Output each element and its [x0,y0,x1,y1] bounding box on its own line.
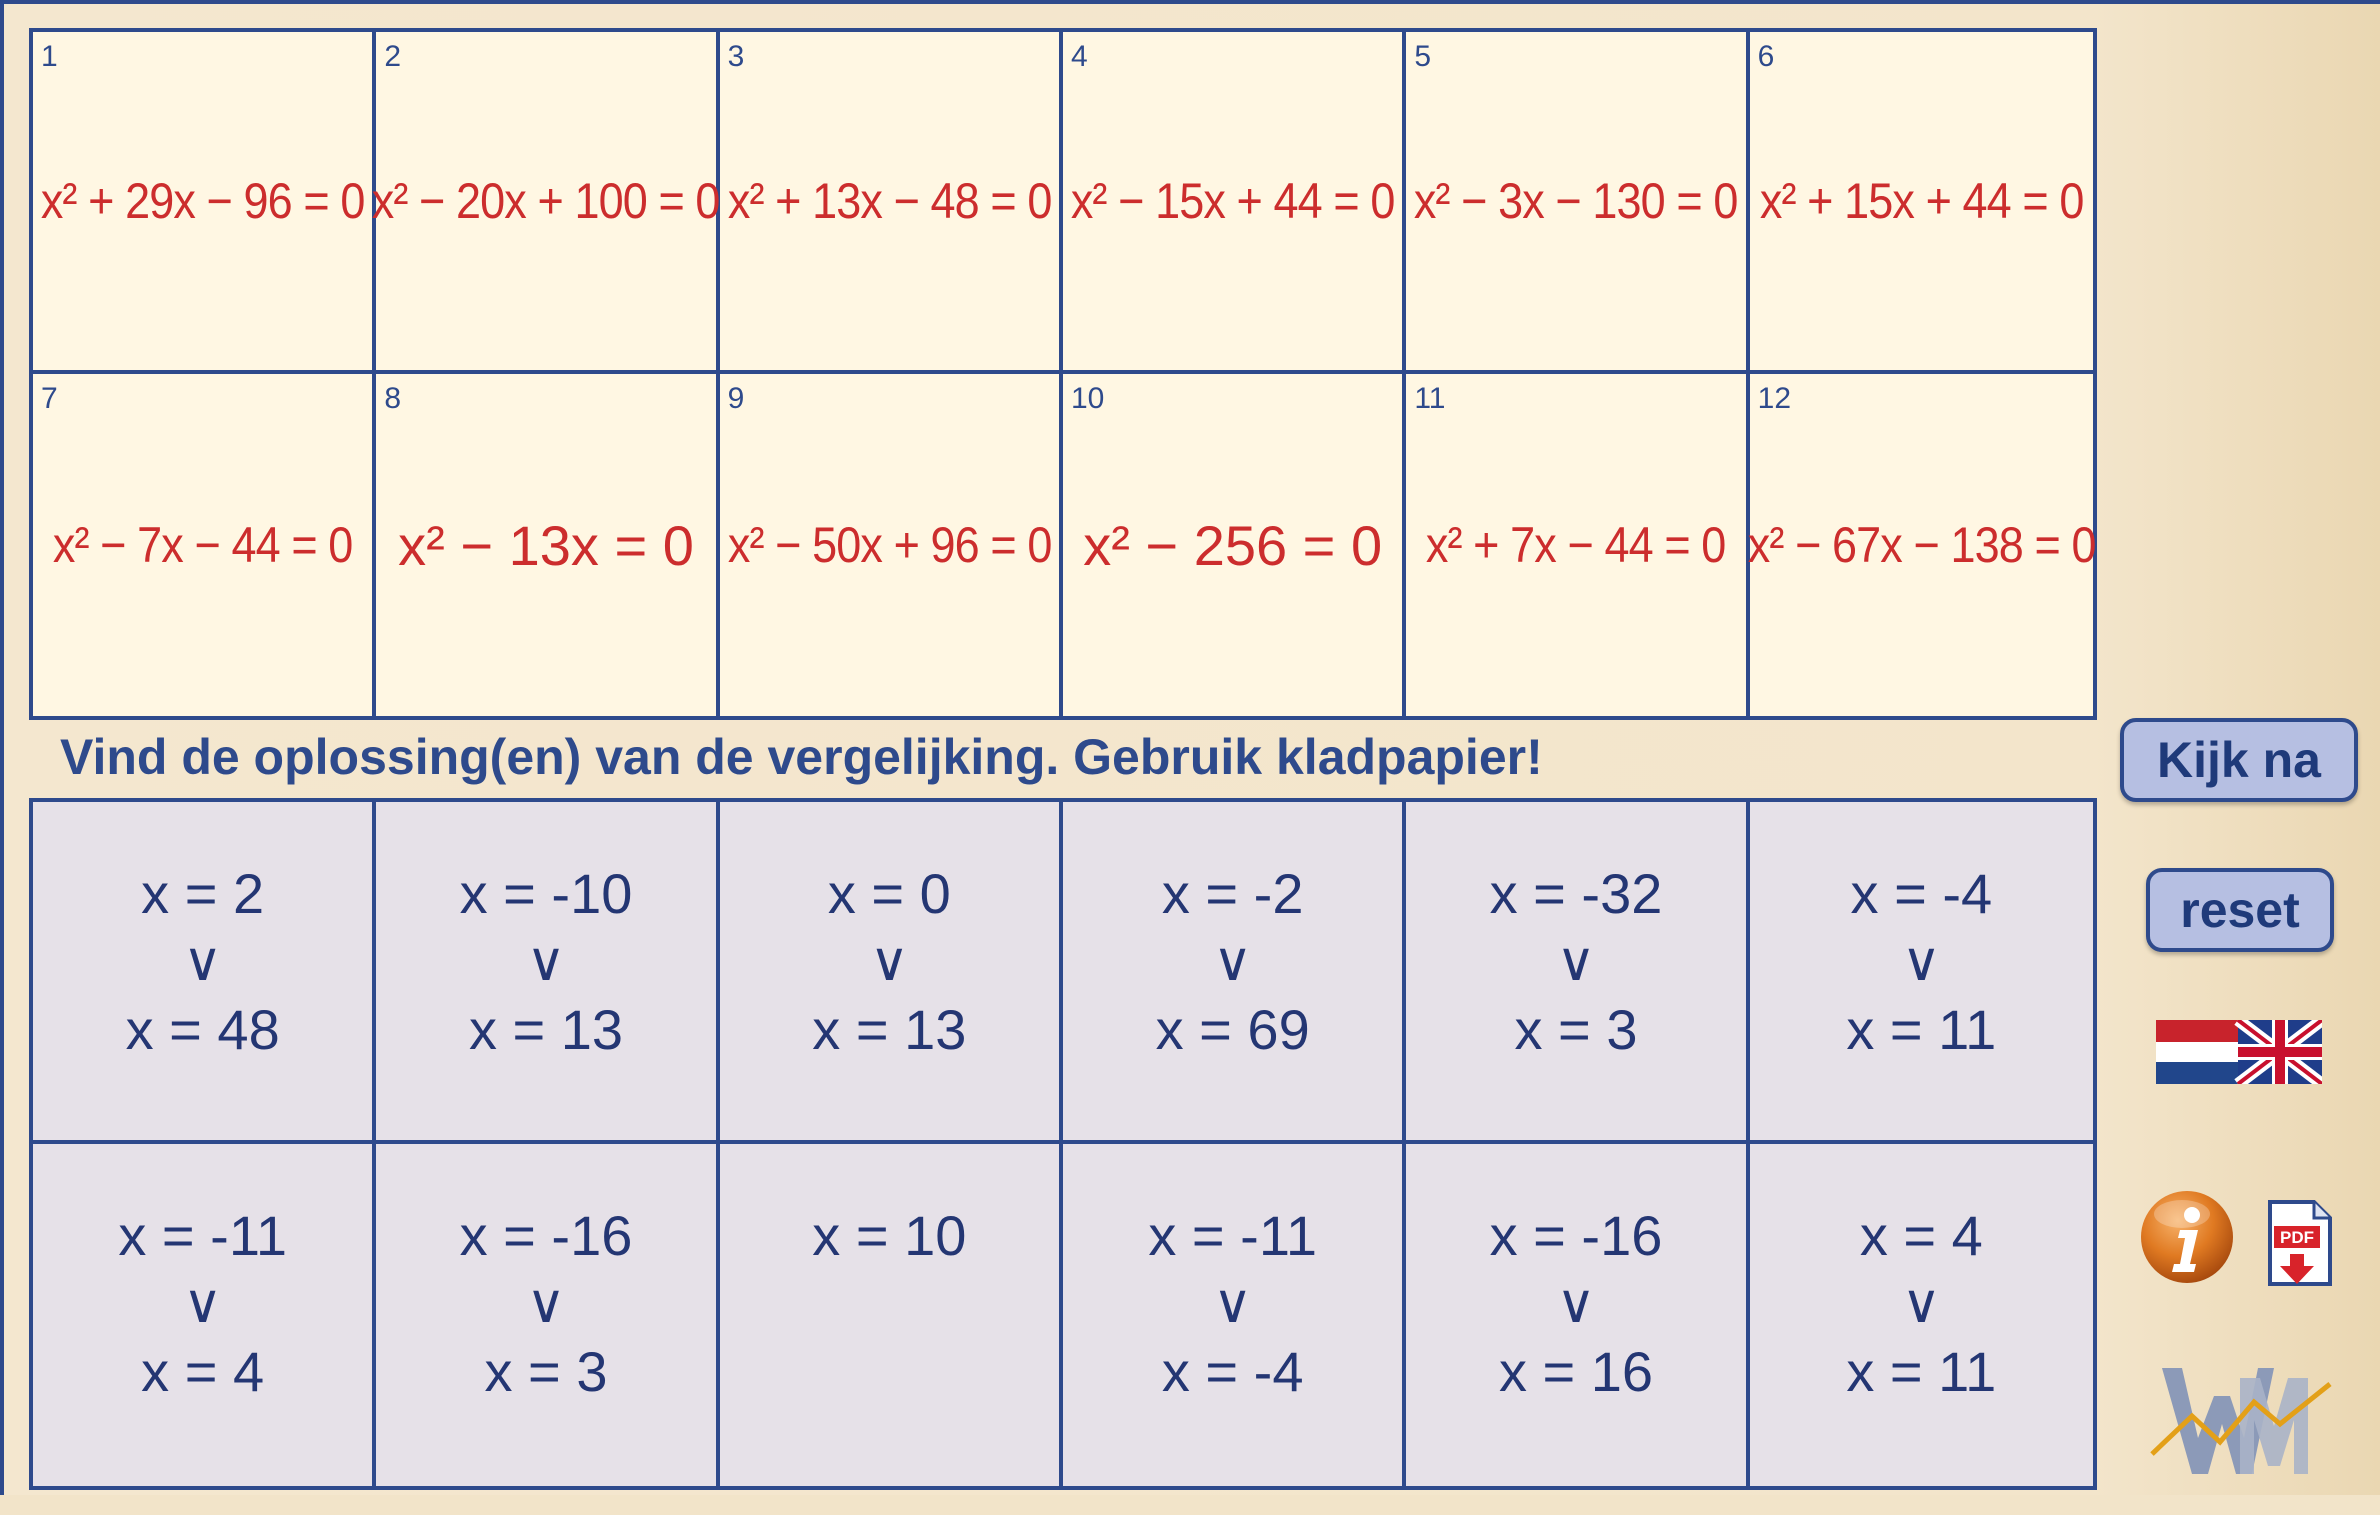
answer-line-2: x = 48 [125,998,280,1061]
answer-line-2: x = 3 [484,1340,608,1403]
or-symbol: ∨ [526,932,566,992]
equation-card[interactable] [372,32,720,374]
reset-button[interactable]: reset [2146,868,2334,952]
equation-card[interactable] [720,32,1063,374]
card-number: 7 [41,382,58,415]
or-symbol: ∨ [1901,1274,1942,1334]
answer-card[interactable] [1406,1144,1749,1486]
or-symbol: ∨ [1556,932,1596,992]
card-number: 1 [41,40,58,73]
card-number: 3 [727,40,745,73]
card-number: 2 [384,40,402,73]
answer-line-1: x = 10 [812,1204,967,1267]
answer-card[interactable] [376,802,719,1144]
answer-line-1: x = 2 [141,862,265,925]
answer-card[interactable] [1406,802,1749,1144]
answer-card[interactable] [720,1144,1063,1486]
answer-line-2: x = 11 [1846,1340,1997,1403]
answer-card[interactable] [1750,802,2093,1144]
answer-card[interactable] [33,1144,376,1486]
answer-line-2: x = 16 [1498,1340,1654,1403]
equation-card[interactable] [1063,32,1406,374]
answer-line-2: x = 13 [468,998,624,1061]
answer-line-1: x = 4 [1859,1204,1983,1267]
answer-line-1: x = -2 [1161,862,1304,925]
equation-text: x² − 13x = 0 [398,513,694,577]
answer-line-1: x = -11 [118,1204,287,1267]
equation-card[interactable] [33,374,376,716]
equation-text: x² + 13x − 48 = 0 [727,173,1052,229]
card-number: 11 [1414,382,1446,415]
answer-line-2: x = -4 [1161,1340,1304,1403]
equation-card[interactable] [1063,374,1406,716]
card-number: 8 [384,382,402,415]
equation-card[interactable] [33,32,376,374]
or-symbol: ∨ [1212,932,1253,992]
answer-line-1: x = -4 [1850,862,1993,925]
answer-card[interactable] [376,1144,719,1486]
equation-text: x² − 67x − 138 = 0 [1747,517,2096,573]
card-number: 6 [1757,40,1775,73]
or-symbol: ∨ [182,932,223,992]
answer-line-1: x = -10 [459,862,633,925]
info-icon[interactable] [2138,1188,2236,1286]
answer-line-1: x = -11 [1148,1204,1317,1267]
answer-line-1: x = -32 [1489,862,1663,925]
answer-card[interactable] [1750,1144,2093,1486]
pdf-download-icon[interactable] [2264,1198,2336,1290]
equation-text: x² − 256 = 0 [1083,513,1383,577]
answer-line-1: x = -16 [459,1204,633,1267]
equation-text: x² − 50x + 96 = 0 [727,517,1052,573]
language-flag-icon[interactable] [2156,1020,2322,1084]
answer-line-2: x = 11 [1846,998,1997,1061]
equation-text: x² + 29x − 96 = 0 [40,173,365,229]
or-symbol: ∨ [869,932,910,992]
or-symbol: ∨ [526,1274,566,1334]
equation-text: x² − 15x + 44 = 0 [1070,173,1395,229]
equation-card[interactable] [1747,374,2096,716]
answer-card[interactable] [720,802,1063,1144]
answer-line-2: x = 3 [1514,998,1638,1061]
card-number: 9 [727,382,745,415]
equation-text: x² + 7x − 44 = 0 [1426,517,1726,573]
card-number: 10 [1071,382,1105,415]
equation-text: x² − 20x + 100 = 0 [372,173,720,229]
or-symbol: ∨ [182,1274,223,1334]
equation-text: x² + 15x + 44 = 0 [1759,173,2084,229]
equation-card[interactable] [1406,32,1749,374]
or-symbol: ∨ [1556,1274,1596,1334]
equation-grid [29,28,2097,720]
equation-text: x² − 7x − 44 = 0 [52,517,353,573]
answer-card[interactable] [1063,802,1406,1144]
card-number: 12 [1757,382,1792,415]
answer-line-2: x = 4 [141,1340,265,1403]
or-symbol: ∨ [1212,1274,1253,1334]
card-number: 5 [1414,40,1432,73]
answer-line-2: x = 69 [1155,998,1310,1061]
equation-card[interactable] [720,374,1063,716]
wm-logo-icon [2148,1362,2332,1482]
answer-card[interactable] [33,802,376,1144]
equation-card[interactable] [376,374,719,716]
equation-card[interactable] [1406,374,1749,716]
equation-card[interactable] [1750,32,2093,374]
equation-text: x² − 3x − 130 = 0 [1414,173,1738,229]
instruction-text: Vind de oplossing(en) van de vergelijking. Gebruik kladpapier! [60,729,1543,785]
answer-line-1: x = 0 [827,862,951,925]
card-number: 4 [1071,40,1088,73]
check-button[interactable]: Kijk na [2120,718,2358,802]
or-symbol: ∨ [1901,932,1942,992]
answer-grid [29,798,2097,1490]
pdf-label: PDF [2280,1228,2314,1247]
answer-line-2: x = 13 [812,998,967,1061]
bottom-band [0,1495,2380,1515]
answer-card[interactable] [1063,1144,1406,1486]
answer-line-1: x = -16 [1489,1204,1663,1267]
